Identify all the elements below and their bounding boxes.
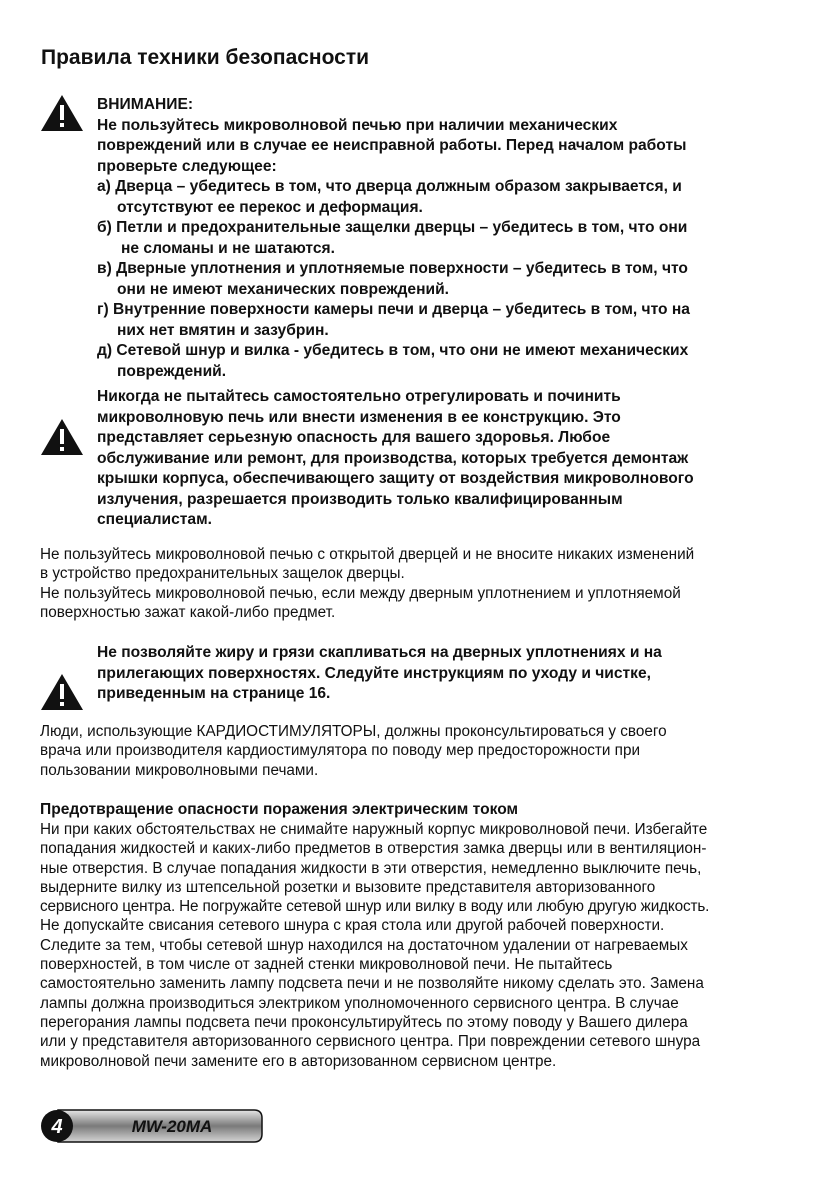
warning-line: приведенным на странице 16.	[97, 685, 331, 702]
checklist-item-seals: в) Дверные уплотнения и уплотняемые поверхности – убедитесь в том, что	[97, 260, 688, 277]
checklist-item-cavity: г) Внутренние поверхности камеры печи и дверца – убедитесь в том, что на	[97, 301, 690, 318]
page-number: 4	[51, 1116, 63, 1138]
model-name: MW-20MA	[131, 1117, 213, 1136]
paragraph-line: или у представителя авторизованного сервисного центра. При повреждении сетевого шнура	[40, 1033, 701, 1051]
paragraph-line: врача или производителя кардиостимулятора по поводу мер предосторожности при	[40, 742, 640, 760]
checklist-item-seals-cont: они не имеют механических повреждений.	[117, 280, 449, 298]
section-heading-electric-shock: Предотвращение опасности поражения электрическим током	[40, 801, 519, 818]
paragraph-line: Ни при каких обстоятельствах не снимайте наружный корпус микроволновой печи. Избегайте	[40, 821, 708, 838]
checklist-item-cord-cont: повреждений.	[117, 362, 227, 380]
paragraph-pacemaker	[40, 722, 667, 780]
warning-line: микроволновую печь или внести изменения в ее конструкцию. Это	[97, 408, 621, 426]
paragraph-line: Следите за тем, чтобы сетевой шнур находился на достаточном удалении от нагреваемых	[40, 936, 688, 954]
warning-line: Не позволяйте жиру и грязи скапливаться на дверных уплотнениях и на	[97, 644, 662, 661]
paragraph-line: выдерните вилку из штепсельной розетки и вызовите представителя авторизованного	[40, 878, 656, 896]
checklist-item-hinges: б) Петли и предохранительные защелки дверцы – убедитесь в том, что они	[97, 219, 688, 236]
warning-intro-line: Не пользуйтесь микроволновой печью при наличии механических	[97, 116, 618, 134]
warning-block-repair	[97, 387, 694, 531]
paragraph-line: сервисного центра. Не погружайте сетевой шнур или вилку в воду или любую другую жидкость.	[40, 898, 710, 916]
warning-triangle-icon	[40, 673, 84, 711]
page-title: Правила техники безопасности	[41, 46, 370, 69]
paragraph-line: Люди, использующие КАРДИОСТИМУЛЯТОРЫ, должны проконсультироваться у своего	[40, 723, 667, 740]
paragraph-door-latches	[40, 545, 694, 622]
warning-triangle-icon	[40, 94, 84, 132]
warning-triangle-icon	[40, 418, 84, 456]
checklist-item-cavity-cont: них нет вмятин и зазубрин.	[117, 321, 329, 339]
paragraph-electric-shock	[40, 820, 709, 1071]
paragraph-line: Не пользуйтесь микроволновой печью с открытой дверцей и не вносите никаких изменений	[40, 546, 695, 563]
checklist-item-door-cont: отсутствуют ее перекос и деформация.	[117, 198, 423, 216]
warning-block-cleaning	[97, 643, 662, 705]
paragraph-line: Не пользуйтесь микроволновой печью, если между дверным уплотнением и уплотняемой	[40, 584, 681, 602]
paragraph-line: в устройство предохранительных защелок дверцы.	[40, 565, 405, 583]
paragraph-line: попадания жидкостей и каких-либо предметов в отверстия замка дверцы или в вентиляцион-	[40, 840, 707, 858]
warning-block-inspection	[97, 95, 690, 382]
warning-line: представляет серьезную опасность для вашего здоровья. Любое	[97, 429, 611, 446]
paragraph-line: ные отверстия. В случае попадания жидкости в эти отверстия, немедленно выключите печь,	[40, 859, 702, 877]
warning-heading: ВНИМАНИЕ:	[97, 96, 194, 113]
paragraph-line: поверхностью зажат какой-либо предмет.	[40, 603, 336, 621]
paragraph-line: перегорания лампы подсвета печи проконсультируйтесь по этому поводу у Вашего дилера	[40, 1013, 688, 1031]
warning-line: прилегающих поверхностях. Следуйте инструкциям по уходу и чистке,	[97, 664, 651, 682]
warning-intro-line: повреждений или в случае ее неисправной работы. Перед началом работы	[97, 137, 687, 154]
paragraph-line: микроволновой печи замените его в авторизованном сервисном центре.	[40, 1052, 557, 1070]
paragraph-line: поверхностей, в том числе от задней стенки микроволновой печи. Не пытайтесь	[40, 956, 613, 974]
warning-line: излучения, разрешается производить только квалифицированным	[97, 490, 623, 508]
warning-intro-line: проверьте следующее:	[97, 157, 277, 175]
footer-page-badge	[40, 1109, 266, 1148]
warning-line: крышки корпуса, обеспечивающего защиту от воздействия микроволнового	[97, 470, 694, 487]
warning-line: Никогда не пытайтесь самостоятельно отрегулировать и починить	[97, 388, 621, 405]
checklist-item-cord: д) Сетевой шнур и вилка - убедитесь в том, что они не имеют механических	[97, 342, 689, 359]
checklist-item-hinges-cont: не сломаны и не шатаются.	[121, 239, 335, 257]
paragraph-line: лампы должна производиться электриком уполномоченного сервисного центра. В случае	[40, 994, 679, 1012]
warning-line: специалистам.	[97, 511, 212, 528]
paragraph-line: Не допускайте свисания сетевого шнура с края стола или другой рабочей поверхности.	[40, 917, 665, 935]
warning-line: обслуживание или ремонт, для производства, которых требуется демонтаж	[97, 449, 689, 467]
paragraph-line: самостоятельно заменить лампу подсвета печи и не позволяйте никому сделать это. Замена	[40, 975, 704, 993]
checklist-item-door: а) Дверца – убедитесь в том, что дверца должным образом закрывается, и	[97, 178, 682, 195]
paragraph-line: пользовании микроволновыми печами.	[40, 761, 319, 779]
